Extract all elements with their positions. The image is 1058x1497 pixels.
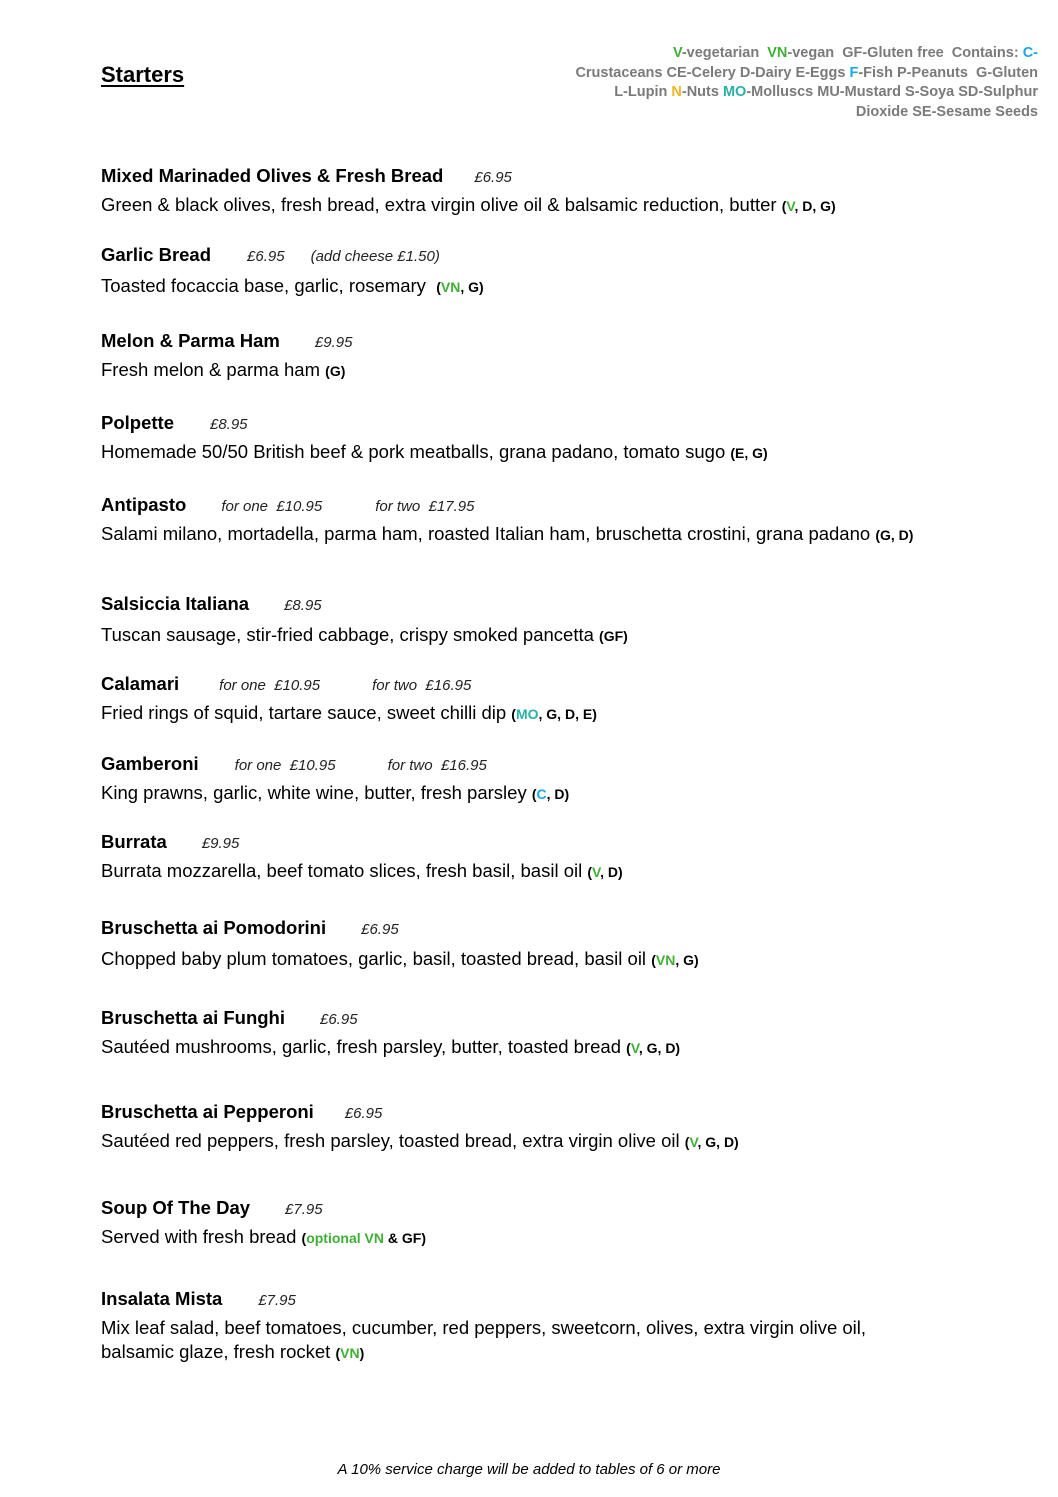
item-allergens [436,279,483,295]
legend-vn-code: VN [767,45,788,61]
tag-open: ( [335,1345,341,1361]
legend-f-code: F [849,64,859,81]
tag-open: ( [511,706,516,722]
service-charge-note: A 10% service charge will be added to tables of 6 or more [337,1461,721,1478]
item-description-text: Fried rings of squid, tartare sauce, sweet chilli dip [101,702,507,723]
item-price: £6.95 [247,248,285,265]
tag-open: ( [651,952,656,968]
menu-item-calamari [101,673,961,726]
tag-code: C [536,786,547,802]
item-price: £9.95 [314,334,353,351]
item-name: Insalata Mista [101,1288,223,1309]
item-allergens [782,198,836,214]
item-price: £6.95 [474,169,512,186]
item-description [101,440,961,465]
item-allergens: (G, D) [875,527,914,543]
tag-open: ( [436,279,441,295]
item-description [101,522,956,547]
item-description-text: King prawns, garlic, white wine, butter, fresh parsley [101,782,527,803]
tag-rest: , G) [675,952,699,968]
menu-item-garlic-bread [101,244,961,299]
item-description-text: Homemade 50/50 British beef & pork meatballs, grana padano, tomato sugo [101,441,726,462]
menu-item-bruschetta-pepperoni [101,1101,961,1154]
item-name: Bruschetta ai Pepperoni [101,1101,314,1122]
item-name: Mixed Marinaded Olives & Fresh Bread [101,165,444,186]
item-name: Bruschetta ai Funghi [101,1007,285,1028]
item-extra: (add cheese £1.50) [310,248,440,265]
tag-code: V [689,1134,698,1150]
item-description-text: Fresh melon & parma ham [101,359,321,380]
item-name: Bruschetta ai Pomodorini [101,917,327,938]
item-price: £6.95 [320,1011,358,1028]
menu-item-salsiccia [101,593,961,648]
item-description-text: Sautéed mushrooms, garlic, fresh parsley, butter, toasted bread [101,1036,621,1057]
item-description-text: Chopped baby plum tomatoes, garlic, basil, toasted bread, basil oil [101,948,647,969]
legend-ce: CE-Celery [666,64,736,81]
legend-g: G-Gluten [975,64,1038,81]
tag-open: ( [587,864,593,880]
tag-rest: , G, D) [697,1134,739,1150]
item-description-text: Served with fresh bread [101,1226,297,1247]
tag-rest: , D) [600,864,623,880]
item-description [101,1129,961,1154]
tag-code: optional VN [306,1230,384,1246]
tag-code: V [630,1040,639,1056]
item-description [101,1035,961,1060]
item-price: £9.95 [201,835,240,852]
item-allergens [335,1345,364,1361]
item-name: Calamari [101,673,180,694]
allergen-legend [558,44,1038,122]
item-description-text: Green & black olives, fresh bread, extra virgin olive oil & balsamic reduction, butter [101,194,777,215]
item-price: £8.95 [284,597,322,614]
tag-open: ( [781,198,787,214]
menu-item-gamberoni [101,753,961,806]
item-name: Garlic Bread [101,244,212,265]
legend-c-text: Crustaceans [575,64,663,81]
tag-code: VN [655,952,676,968]
item-allergens: (E, G) [730,445,768,461]
menu-item-olives [101,165,961,218]
tag-rest: , G, D) [638,1040,681,1056]
item-price: £6.95 [361,921,399,938]
legend-d: D-Dairy [739,64,792,81]
tag-rest: & GF) [383,1230,426,1246]
item-allergens [302,1230,426,1246]
item-allergens [587,864,622,880]
item-price-one: for one £10.95 [221,498,323,515]
tag-rest: ) [359,1345,365,1361]
item-description [101,781,961,806]
item-allergens [651,952,698,968]
item-description [101,274,961,299]
menu-item-polpette [101,412,961,465]
item-price: £7.95 [285,1201,323,1218]
tag-code: MO [515,706,539,722]
legend-f-text: -Fish [858,64,893,81]
tag-code: V [592,864,601,880]
item-name: Melon & Parma Ham [101,330,280,351]
item-description-text: Burrata mozzarella, beef tomato slices, fresh basil, basil oil [101,860,583,881]
item-name: Soup Of The Day [101,1197,251,1218]
tag-open: ( [531,786,537,802]
item-price-one: for one £10.95 [234,757,336,774]
item-name: Antipasto [101,494,187,515]
tag-code: V [786,198,795,214]
item-description [101,358,961,383]
item-name: Gamberoni [101,753,199,774]
item-description [101,1225,961,1250]
legend-gf: GF-Gluten free [842,45,944,61]
tag-code: VN [440,279,461,295]
menu-item-burrata [101,831,961,884]
legend-vn-text: -vegan [787,45,835,61]
item-description-text: Sautéed red peppers, fresh parsley, toasted bread, extra virgin olive oil [101,1130,680,1151]
menu-item-melon [101,330,961,383]
tag-open: ( [684,1134,690,1150]
menu-item-antipasto [101,494,961,547]
legend-v-text: -vegetarian [681,45,760,61]
tag-open: ( [301,1230,307,1246]
tag-rest: , D) [546,786,570,802]
legend-c-code: C- [1022,45,1038,61]
tag-open: ( [626,1040,631,1056]
item-description [101,947,961,972]
item-price-two: for two £17.95 [375,498,475,515]
item-name: Salsiccia Italiana [101,593,250,614]
legend-n-text: -Nuts [681,84,719,100]
item-description [101,859,961,884]
item-allergens [685,1134,739,1150]
item-allergens: (G) [325,363,346,379]
item-description [101,1316,936,1365]
item-description-text: Salami milano, mortadella, parma ham, roasted Italian ham, bruschetta crostini, grana padano [101,523,871,544]
menu-item-bruschetta-pomodorini [101,917,961,972]
menu-item-soup [101,1197,961,1250]
item-price: £7.95 [258,1292,296,1309]
legend-v-code: V [672,45,682,61]
item-allergens [511,706,597,722]
item-name: Burrata [101,831,167,852]
menu-item-insalata [101,1288,961,1365]
item-description-text: Mix leaf salad, beef tomatoes, cucumber, red peppers, sweetcorn, olives, extra virgin olive oil, balsamic glaze, fresh rocket [101,1317,867,1362]
item-price-one: for one £10.95 [219,677,321,694]
item-price-two: for two £16.95 [372,677,472,694]
legend-mu: MU-Mustard [817,84,902,100]
tag-code: VN [340,1345,360,1361]
legend-n-code: N [671,84,682,100]
item-name: Polpette [101,412,174,433]
tag-rest: , D, G) [794,198,836,214]
item-price-two: for two £16.95 [387,757,487,774]
item-price: £6.95 [344,1105,383,1122]
tag-rest: , G) [460,279,484,295]
legend-e: E-Eggs [795,64,846,81]
tag-rest: , G, D, E) [538,706,597,722]
item-description-text: Toasted focaccia base, garlic, rosemary [101,275,426,296]
legend-l: L-Lupin [614,84,668,100]
menu-item-bruschetta-funghi [101,1007,961,1060]
item-description [101,193,961,218]
item-description [101,623,961,648]
item-description [101,701,961,726]
item-allergens: (GF) [599,628,628,644]
item-allergens [626,1040,680,1056]
legend-contains: Contains: [951,45,1019,61]
legend-s: S-Soya [905,84,955,100]
legend-mo-code: MO [722,84,747,100]
legend-mo-text: -Molluscs [746,84,814,100]
item-allergens [532,786,569,802]
item-description-text: Tuscan sausage, stir-fried cabbage, crispy smoked pancetta [101,624,594,645]
item-price: £8.95 [209,416,248,433]
page-title: Starters [101,62,185,87]
legend-se: SE-Sesame Seeds [912,103,1038,120]
legend-p: P-Peanuts [896,64,968,81]
legend-sd: SD-Sulphur Dioxide [855,84,1038,120]
